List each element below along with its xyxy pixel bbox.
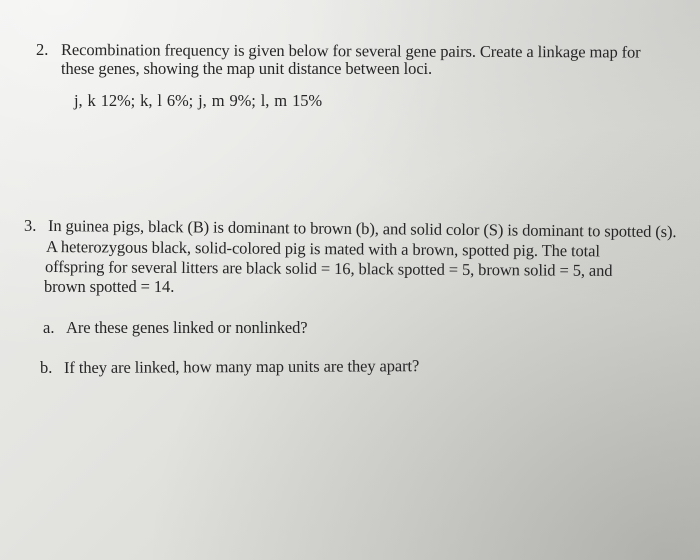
question-3b-text: If they are linked, how many map units are they apart? (63, 356, 420, 377)
question-3-line-1: In guinea pigs, black (B) is dominant to brown (b), and solid color (S) is dominant to spotted (s). (47, 216, 677, 242)
question-3b-label: b. (40, 358, 53, 377)
question-3-line-4: brown spotted = 14. (44, 277, 175, 296)
question-2-number: 2. (36, 40, 49, 59)
question-3a-text: Are these genes linked or nonlinked? (66, 318, 308, 337)
question-3-line-3: offspring for several litters are black solid = 16, black spotted = 5, brown solid = 5, and (44, 257, 613, 280)
question-3a-label: a. (43, 318, 55, 337)
question-2-recombination-values: j, k 12%; k, l 6%; j, m 9%; l, m 15% (74, 91, 323, 110)
question-2-line-1: Recombination frequency is given below for several gene pairs. Create a linkage map for (60, 40, 641, 62)
question-2-line-2: these genes, showing the map unit distance between loci. (61, 59, 433, 78)
question-3-line-2: A heterozygous black, solid-colored pig is mated with a brown, spotted pig. The total (45, 237, 600, 261)
question-3-number: 3. (24, 216, 37, 235)
